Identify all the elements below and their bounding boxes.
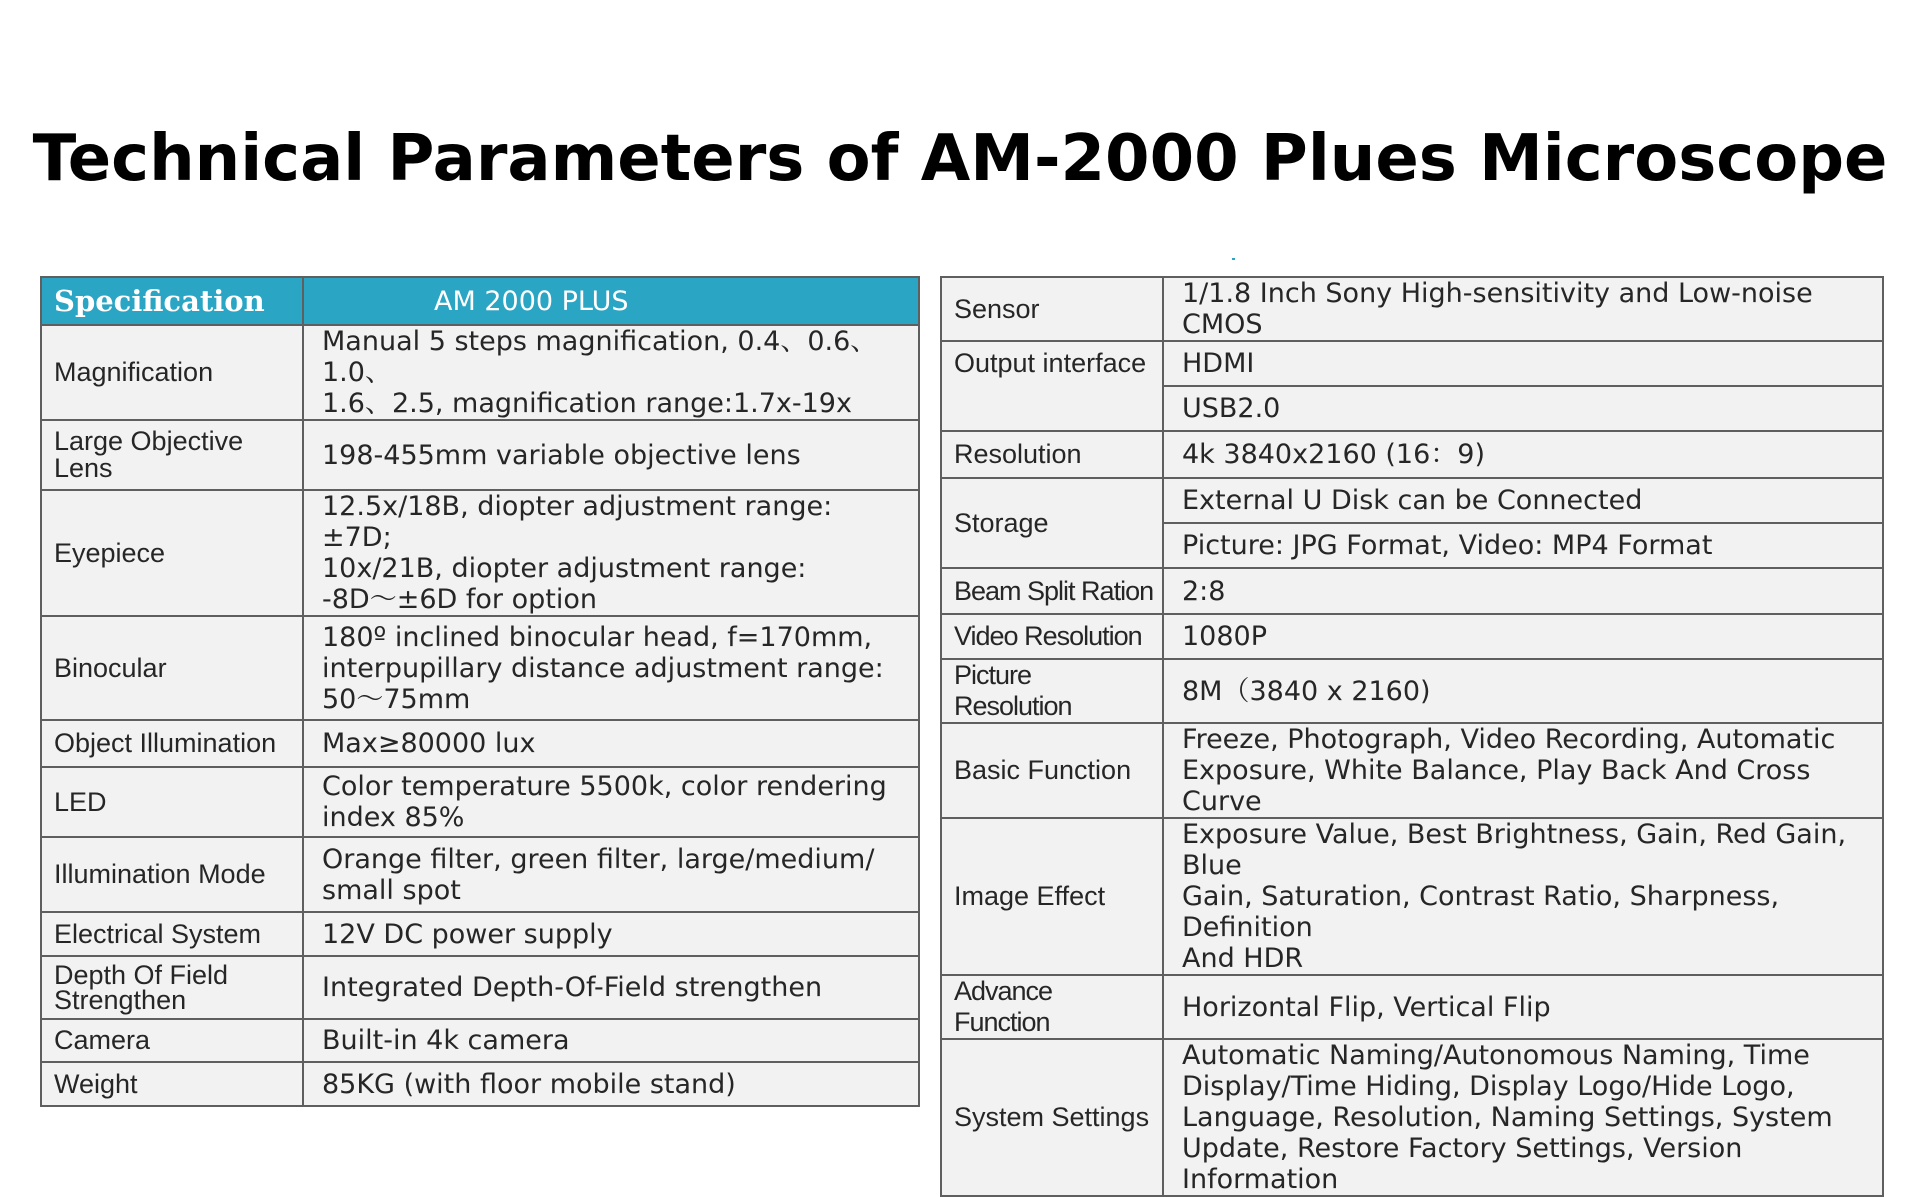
value-line: 10x/21B, diopter adjustment range: [322, 553, 807, 584]
table-row [941, 1039, 1883, 1196]
label-line: Strengthen [54, 984, 187, 1015]
row-value [1163, 341, 1883, 386]
value-line: Exposure, White Balance, Play Back And Cross Curve [1182, 755, 1811, 817]
row-value [1163, 523, 1883, 568]
table-row [941, 723, 1883, 818]
table-row [41, 325, 919, 420]
value-line: USB2.0 [1182, 393, 1281, 424]
value-line: 1.6、2.5, magnification range:1.7x-19x [322, 388, 852, 419]
value-line: Automatic Naming/Autonomous Naming, Time [1182, 1040, 1810, 1071]
row-value [303, 837, 919, 912]
value-line: 12V DC power supply [322, 918, 613, 950]
row-value [303, 420, 919, 490]
value-line: -8D～±6D for option [322, 584, 597, 615]
value-line: 8M（3840 x 2160) [1182, 675, 1431, 707]
value-line: And HDR [1182, 943, 1304, 974]
value-line: index 85% [322, 802, 465, 833]
table-header-row [41, 277, 919, 325]
label-line: Lens [54, 453, 113, 483]
row-label: Output interface [941, 341, 1163, 431]
row-label: Electrical System [41, 912, 303, 956]
row-value [1163, 431, 1883, 478]
table-row [41, 912, 919, 956]
table-row [41, 420, 919, 490]
row-value [1163, 975, 1883, 1039]
table-row [41, 720, 919, 767]
row-value [1163, 723, 1883, 818]
label-line: Depth Of Field [54, 959, 229, 990]
table-row [41, 1062, 919, 1106]
row-value [1163, 568, 1883, 614]
table-row [41, 837, 919, 912]
value-line: 4k 3840x2160 (16：9) [1182, 439, 1485, 470]
row-label: Weight [41, 1062, 303, 1106]
row-label: Video Resolution [941, 614, 1163, 659]
row-value [1163, 478, 1883, 523]
table-row [41, 490, 919, 616]
value-line: Manual 5 steps magnification, 0.4、0.6、1.0、 [322, 326, 878, 388]
header-specification: Specification [41, 277, 303, 325]
page-title: Technical Parameters of AM-2000 Plues Microscope [32, 122, 1888, 196]
specification-table-right [940, 276, 1884, 1197]
row-label: Camera [41, 1019, 303, 1062]
specification-table-left [40, 276, 920, 1107]
row-value [1163, 659, 1883, 723]
row-value [303, 767, 919, 837]
row-label: Picture Resolution [941, 659, 1163, 723]
row-value [303, 325, 919, 420]
row-label: Storage [941, 478, 1163, 568]
value-line: Update, Restore Factory Settings, Version Information [1182, 1133, 1743, 1195]
row-value [303, 1019, 919, 1062]
value-line: 2:8 [1182, 575, 1226, 607]
value-line: Built-in 4k camera [322, 1025, 570, 1056]
table-row [941, 431, 1883, 478]
table-row [941, 818, 1883, 975]
value-line: 12.5x/18B, diopter adjustment range: ±7D; [322, 491, 833, 553]
table-row [41, 1019, 919, 1062]
value-line: 1080P [1182, 621, 1267, 652]
row-label: Resolution [941, 431, 1163, 478]
value-line: Orange filter, green filter, large/medium/ [322, 843, 875, 875]
table-row [941, 659, 1883, 723]
table-row [941, 478, 1883, 523]
row-label [41, 420, 303, 490]
value-line: Language, Resolution, Naming Settings, System [1182, 1102, 1833, 1133]
row-value [303, 956, 919, 1019]
table-row [941, 975, 1883, 1039]
table-row [41, 956, 919, 1019]
row-label: Binocular [41, 616, 303, 720]
row-value [1163, 277, 1883, 341]
value-line: 198-455mm variable objective lens [322, 439, 801, 471]
row-value [1163, 818, 1883, 975]
row-label: Image Effect [941, 818, 1163, 975]
table-row [941, 341, 1883, 386]
value-line: Horizontal Flip, Vertical Flip [1182, 991, 1551, 1023]
row-value [303, 912, 919, 956]
header-model: AM 2000 PLUS [303, 277, 919, 325]
table-row [941, 568, 1883, 614]
value-line: Color temperature 5500k, color rendering [322, 771, 887, 802]
value-line: HDMI [1182, 348, 1255, 379]
value-line: Integrated Depth-Of-Field strengthen [322, 972, 823, 1003]
row-label: Beam Split Ration [941, 568, 1163, 614]
row-label: Eyepiece [41, 490, 303, 616]
row-value [303, 490, 919, 616]
row-label: LED [41, 767, 303, 837]
value-line: 180º inclined binocular head, f=170mm, [322, 621, 873, 653]
value-line: small spot [322, 874, 461, 906]
value-line: Display/Time Hiding, Display Logo/Hide Logo, [1182, 1071, 1795, 1102]
value-line: 50～75mm [322, 683, 471, 715]
table-row [941, 614, 1883, 659]
row-label: Basic Function [941, 723, 1163, 818]
value-line: Freeze, Photograph, Video Recording, Automatic [1182, 724, 1836, 755]
decorative-mark [1232, 258, 1235, 260]
row-label: Sensor [941, 277, 1163, 341]
row-label: Illumination Mode [41, 837, 303, 912]
label-line: Large Objective [54, 426, 244, 456]
row-label: Advance Function [941, 975, 1163, 1039]
value-line: External U Disk can be Connected [1182, 485, 1643, 516]
value-line: Exposure Value, Best Brightness, Gain, Red Gain, Blue [1182, 819, 1847, 881]
row-value [303, 1062, 919, 1106]
row-value [303, 720, 919, 767]
row-label: Magnification [41, 325, 303, 420]
value-line: Gain, Saturation, Contrast Ratio, Sharpness, Definition [1182, 881, 1780, 943]
row-value [1163, 386, 1883, 431]
row-label [41, 956, 303, 1019]
value-line: 1/1.8 Inch Sony High-sensitivity and Low-noise CMOS [1182, 278, 1813, 340]
value-line: Max≥80000 lux [322, 728, 536, 759]
table-row [41, 767, 919, 837]
row-label: System Settings [941, 1039, 1163, 1196]
table-row [941, 277, 1883, 341]
table-row [41, 616, 919, 720]
value-line: 85KG (with floor mobile stand) [322, 1068, 736, 1100]
value-line: Picture: JPG Format, Video: MP4 Format [1182, 530, 1713, 561]
row-value [303, 616, 919, 720]
row-value [1163, 614, 1883, 659]
row-label: Object Illumination [41, 720, 303, 767]
row-value [1163, 1039, 1883, 1196]
value-line: interpupillary distance adjustment range: [322, 652, 884, 684]
